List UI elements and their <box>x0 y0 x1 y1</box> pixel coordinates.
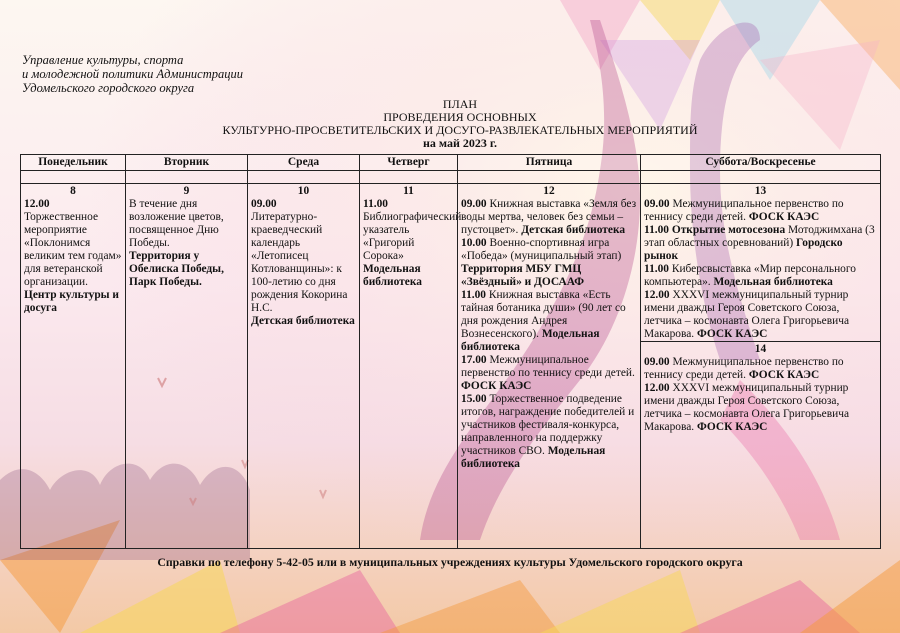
col-header-tuesday: Вторник <box>126 155 248 171</box>
plan-title: ПЛАН <box>442 97 478 111</box>
event-place: ФОСК КАЭС <box>748 211 820 223</box>
org-line-2: и молодежной политики Администрации <box>22 67 243 81</box>
table-header-row <box>21 155 881 171</box>
col-header-wednesday: Среда <box>248 155 360 171</box>
org-line-1: Управление культуры, спорта <box>22 53 184 67</box>
event-time: 09.00 <box>461 198 487 210</box>
org-line-3: Удомельского городского округа <box>22 81 195 95</box>
event-place: Территория МБУ ГМЦ «Звёздный» и ДОСААФ <box>461 263 585 288</box>
event-text: Межмуниципальное первенство по теннису среди детей. <box>644 356 844 381</box>
event-text: Киберсвыставка «Мир персонального компьютера». <box>644 263 856 288</box>
col-header-friday: Пятница <box>458 155 641 171</box>
col-header-thursday: Четверг <box>360 155 458 171</box>
thursday-cell <box>360 184 462 549</box>
event-text: Книжная выставка «Есть тайная ботаника души» (90 лет со дня рождения Андрея Вознесенского). <box>461 289 626 340</box>
event-text: Торжественное мероприятие «Поклонимся великим тем годам» для ветеранской организации. <box>24 211 122 288</box>
event-time: 09.00 <box>644 356 670 368</box>
event-time: 11.00 <box>363 198 388 210</box>
footer-contact-info: Справки по телефону 5-42-05 или в муниципальных учреждениях культуры Удомельского городского округа <box>157 555 743 569</box>
organization-name <box>22 53 243 95</box>
event-time: 15.00 <box>461 393 487 405</box>
col-header-monday: Понедельник <box>21 155 126 171</box>
event-item <box>461 289 637 354</box>
event-text: Литературно-краеведческий календарь «Летописец Котлованщины»: к 100-летию со дня рождения Кокорина Н.С. <box>251 211 348 314</box>
event-time: 10.00 <box>461 237 487 249</box>
event-item <box>644 224 877 263</box>
event-place: Городско рынок <box>644 237 843 262</box>
event-item <box>644 382 877 434</box>
event-text: XXXVI межмуниципальный турнир имени дважды Героя Советского Союза, летчика – космонавта Олега Григорьевича Макарова. <box>644 382 849 433</box>
event-time: 11.00 Открытие мотосезона <box>644 224 786 236</box>
event-place: ФОСК КАЭС <box>696 421 768 433</box>
event-text: Библиографический указатель «Григорий Сорока» <box>363 211 462 262</box>
plan-period: на май 2023 г. <box>422 136 497 150</box>
plan-subtitle-1: ПРОВЕДЕНИЯ ОСНОВНЫХ <box>383 110 537 124</box>
event-place: ФОСК КАЭС <box>461 380 532 392</box>
weekend-cell <box>641 184 881 549</box>
sunday-subcell <box>641 341 880 434</box>
plan-subtitle-2: КУЛЬТУРНО-ПРОСВЕТИТЕЛЬСКИХ И ДОСУГО-РАЗВЛЕКАТЕЛЬНЫХ МЕРОПРИЯТИЙ <box>222 123 698 137</box>
event-text: XXXVI межмуниципальный турнир имени дважды Героя Советского Союза, летчика – космонавта Олега Григорьевича Макарова. <box>644 289 849 340</box>
event-place: ФОСК КАЭС <box>696 328 768 340</box>
col-header-weekend: Суббота/Воскресенье <box>641 155 881 171</box>
event-place: Модельная библиотека <box>713 276 833 288</box>
event-text: В течение дня возложение цветов, посвященное Дню Победы. <box>129 198 224 249</box>
day-number-saturday: 13 <box>754 185 767 197</box>
day-number: 8 <box>70 185 76 197</box>
day-number: 9 <box>183 185 190 197</box>
event-item <box>461 393 637 471</box>
event-place: Модельная библиотека <box>461 328 600 353</box>
table-row <box>21 184 881 549</box>
event-place: Территория у Обелиска Победы, Парк Победы. <box>129 250 224 288</box>
event-place: Модельная библиотека <box>461 445 606 470</box>
event-item <box>644 289 877 341</box>
event-text: Военно-спортивная игра «Победа» (муниципальный этап) <box>461 237 622 262</box>
event-time: 11.00 <box>644 263 669 275</box>
spacer-row <box>21 171 881 184</box>
event-place: Детская библиотека <box>251 315 355 327</box>
day-number-sunday: 14 <box>754 343 767 355</box>
event-place: Модельная библиотека <box>363 263 422 288</box>
event-item <box>461 237 637 289</box>
wednesday-cell <box>248 184 360 549</box>
event-time: 12.00 <box>24 198 50 210</box>
schedule-table <box>20 154 881 549</box>
tuesday-cell <box>126 184 248 549</box>
event-place: Детская библиотека <box>521 224 626 236</box>
event-time: 09.00 <box>251 198 277 210</box>
event-text: Межмуниципальное первенство по теннису среди детей. <box>461 354 635 379</box>
event-text: Торжественное подведение итогов, награждение победителей и участников фестиваля-конкурса, направленного на поддержку участников СВО. <box>461 393 635 457</box>
event-item <box>644 263 877 289</box>
day-number: 11 <box>403 185 414 197</box>
event-text: Книжная выставка «Земля без воды мертва, человек без семьи – пустоцвет». <box>461 198 637 236</box>
event-time: 12.00 <box>644 289 670 301</box>
event-time: 11.00 <box>461 289 486 301</box>
event-item <box>644 356 877 382</box>
event-text: Мотоджимхана (3 этап областных соревнований) <box>644 224 875 249</box>
event-time: 17.00 <box>461 354 487 366</box>
event-item <box>461 198 637 237</box>
event-time: 12.00 <box>644 382 670 394</box>
event-place: Центр культуры и досуга <box>24 289 119 314</box>
event-text: Межмуниципальное первенство по теннису среди детей. <box>644 198 844 223</box>
event-time: 09.00 <box>644 198 670 210</box>
event-item <box>644 198 877 224</box>
day-number: 12 <box>543 185 555 197</box>
friday-cell <box>458 184 641 549</box>
event-place: ФОСК КАЭС <box>748 369 820 381</box>
day-number: 10 <box>297 185 310 197</box>
monday-cell <box>21 184 126 549</box>
event-item <box>461 354 637 393</box>
